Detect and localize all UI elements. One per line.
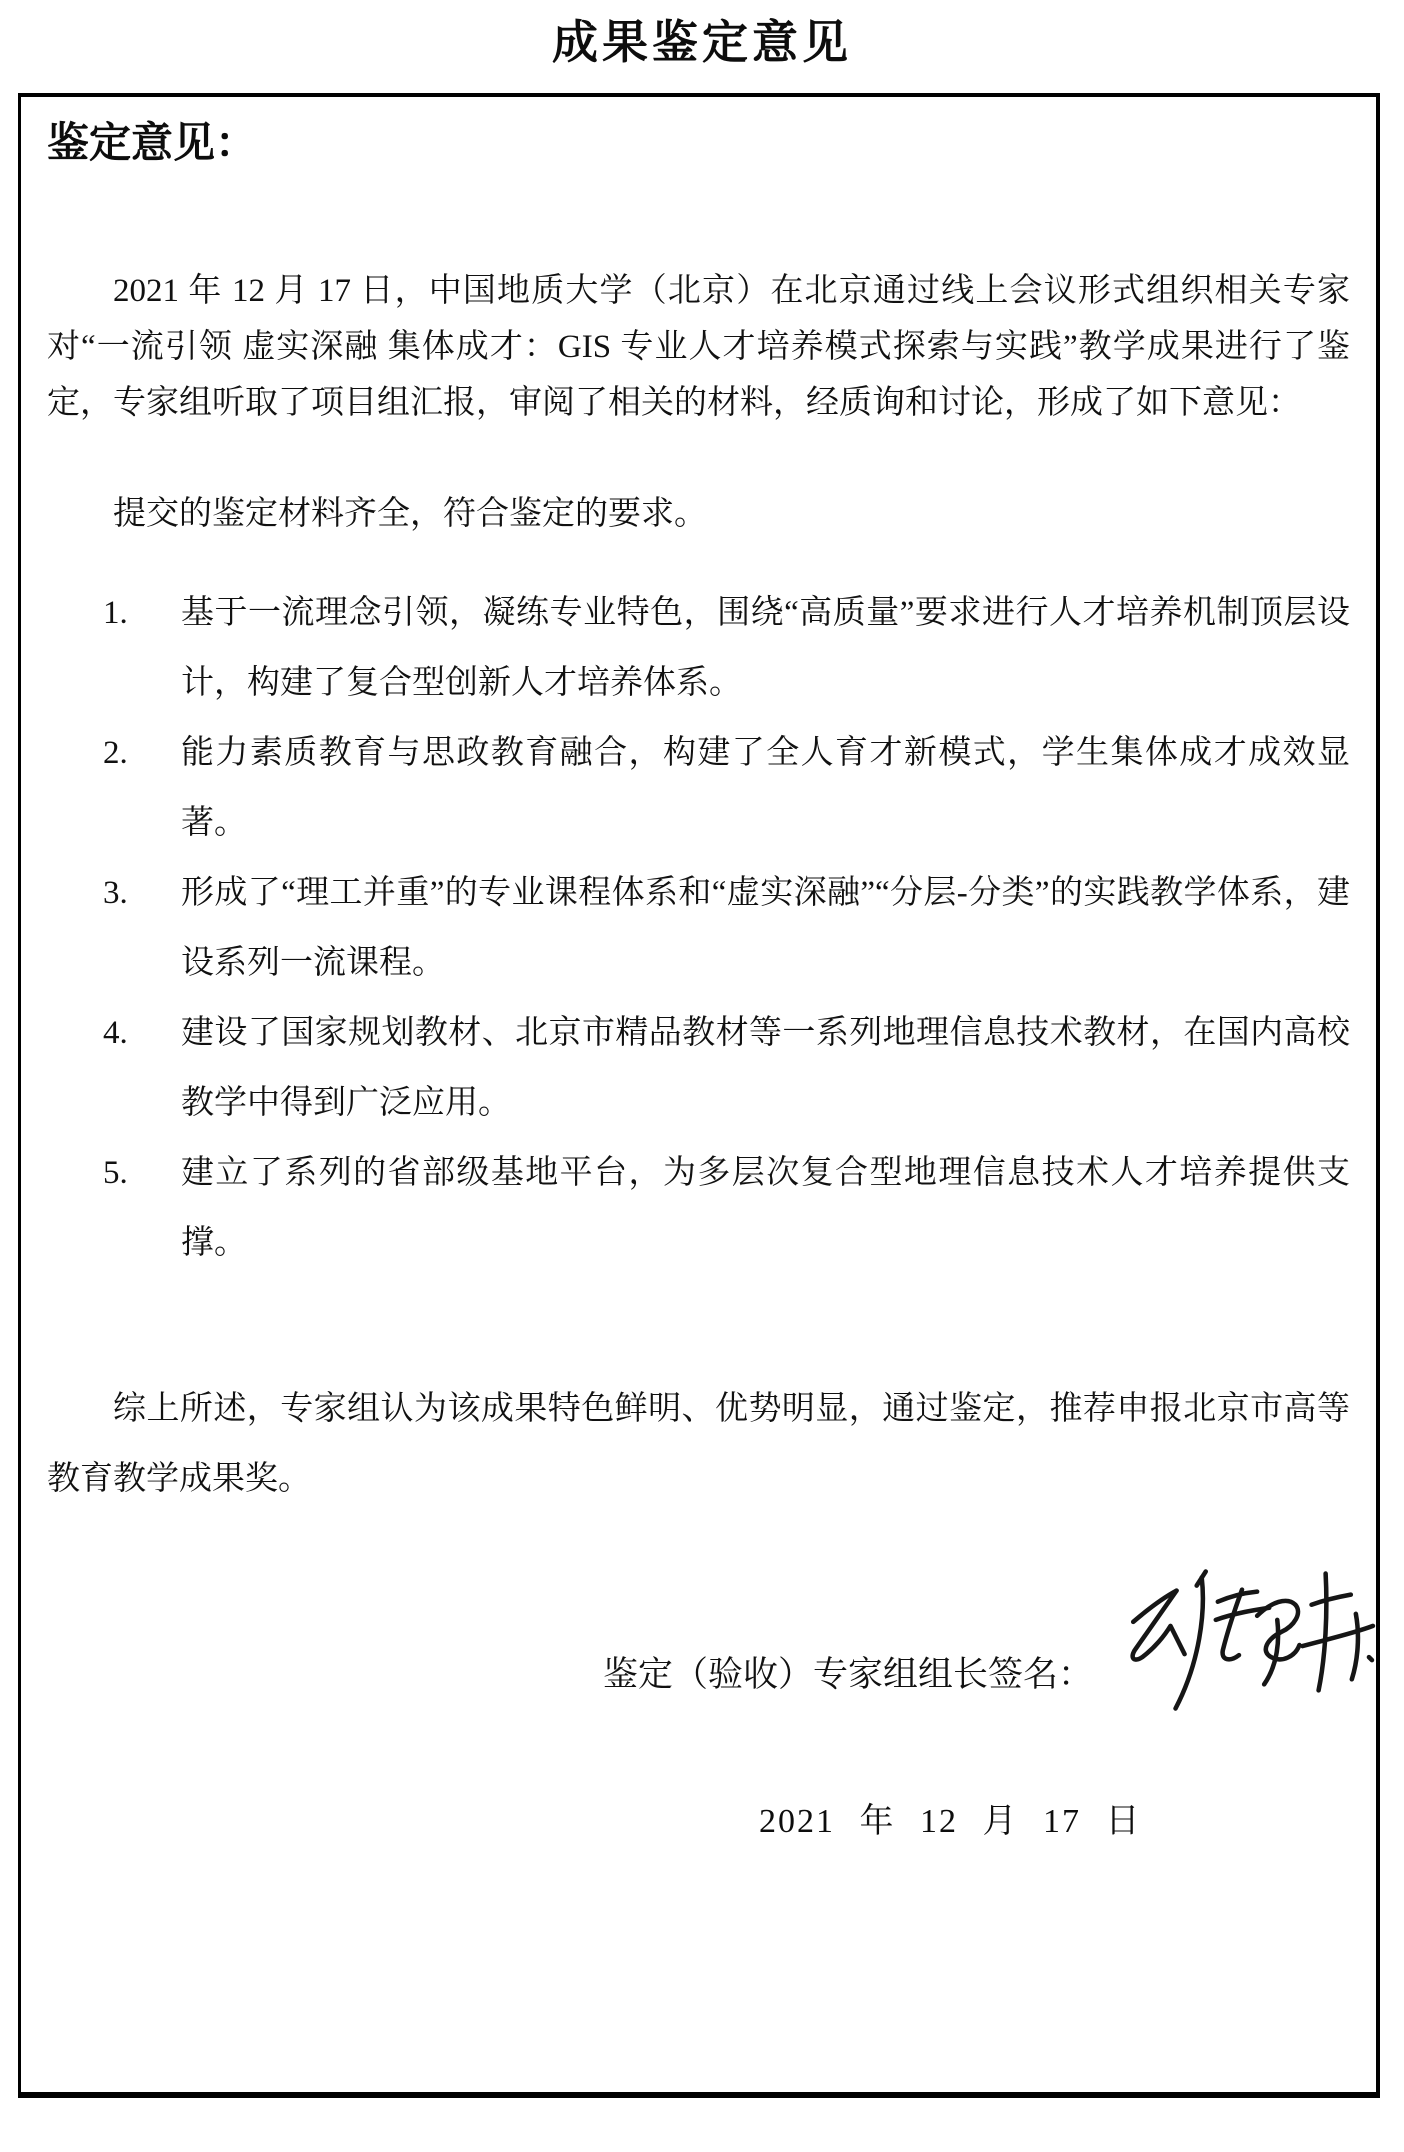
list-item	[47, 578, 1350, 718]
list-item-number: 4.	[103, 1015, 128, 1051]
list-item-text: 建设了国家规划教材、北京市精品教材等一系列地理信息技术教材，在国内高校教学中得到广泛应用。	[181, 1015, 1350, 1121]
appraisal-heading: 鉴定意见：	[47, 121, 258, 167]
list-item-number: 3.	[103, 875, 128, 911]
signature-handwriting-icon	[1105, 1556, 1377, 1724]
signature-name	[47, 1562, 48, 1563]
list-item-text: 建立了系列的省部级基地平台，为多层次复合型地理信息技术人才培养提供支撑。	[181, 1155, 1350, 1261]
list-item	[47, 718, 1350, 858]
materials-paragraph: 提交的鉴定材料齐全，符合鉴定的要求。	[113, 496, 707, 532]
findings-list	[47, 578, 1350, 1278]
list-item-number: 5.	[103, 1155, 128, 1191]
signature-label: 鉴定（验收）专家组组长签名：	[603, 1655, 1094, 1694]
appraisal-date: 2021 年 12 月 17 日	[759, 1803, 1142, 1840]
signature-row	[47, 1562, 1350, 1774]
signature-handwriting	[1105, 1556, 1377, 1724]
list-item-number: 1.	[103, 595, 128, 631]
intro-paragraph: 2021 年 12 月 17 日，中国地质大学（北京）在北京通过线上会议形式组织相关专家对“一流引领 虚实深融 集体成才：GIS 专业人才培养模式探索与实践”教学成果进行了鉴定，专家组听取了项目组汇报，审阅了相关的材料，经质询和讨论，形成了如下意见：	[47, 273, 1350, 421]
list-item-text: 基于一流理念引领，凝练专业特色，围绕“高质量”要求进行人才培养机制顶层设计，构建了复合型创新人才培养体系。	[181, 595, 1350, 701]
list-item-number: 2.	[103, 735, 128, 771]
list-item	[47, 998, 1350, 1138]
appraisal-box	[18, 93, 1380, 2098]
list-item	[47, 858, 1350, 998]
list-item-text: 能力素质教育与思政教育融合，构建了全人育才新模式，学生集体成才成效显著。	[181, 735, 1350, 841]
list-item-text: 形成了“理工并重”的专业课程体系和“虚实深融”“分层-分类”的实践教学体系，建设系列一流课程。	[181, 875, 1350, 981]
document-title: 成果鉴定意见	[552, 17, 852, 68]
conclusion-paragraph: 综上所述，专家组认为该成果特色鲜明、优势明显，通过鉴定，推荐申报北京市高等教育教学成果奖。	[47, 1391, 1350, 1497]
list-item	[47, 1138, 1350, 1278]
